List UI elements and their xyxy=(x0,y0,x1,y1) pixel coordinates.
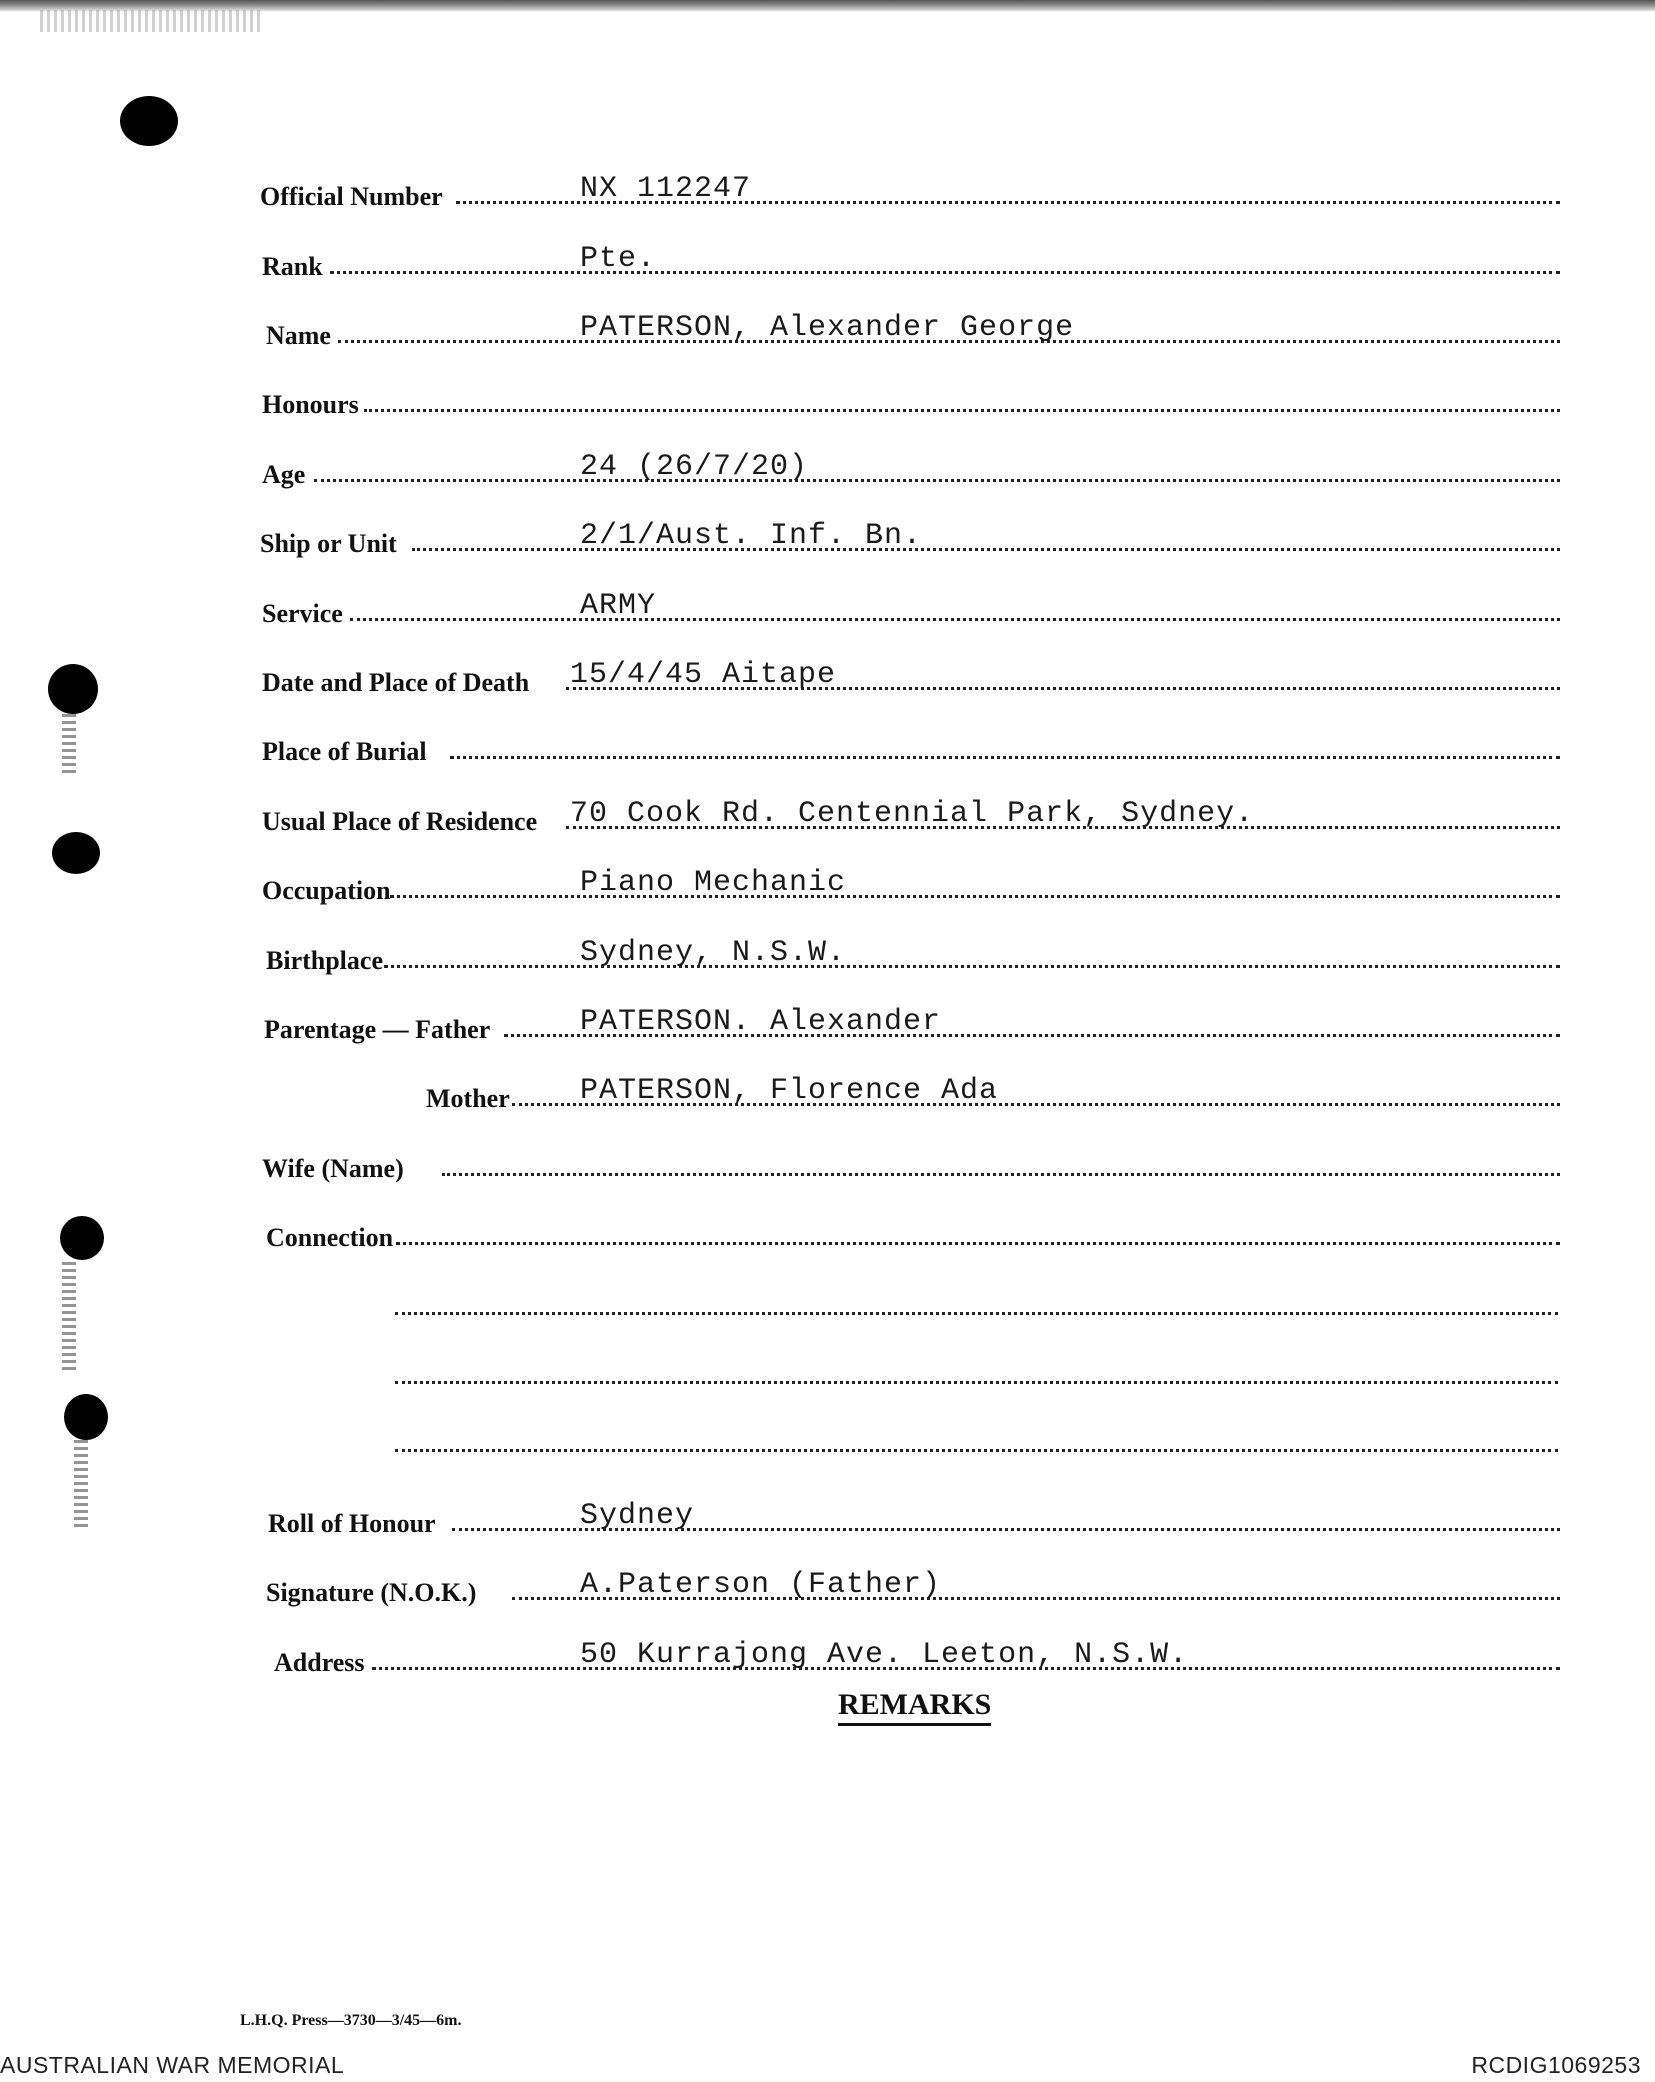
row-usual-residence xyxy=(260,795,1560,835)
parentage-father-value: PATERSON. Alexander xyxy=(580,1005,942,1039)
row-mother xyxy=(260,1072,1560,1112)
parentage-father-label: Parentage — Father xyxy=(264,1015,491,1044)
official-number-label: Official Number xyxy=(260,182,443,211)
signature-nok-label: Signature (N.O.K.) xyxy=(266,1578,477,1607)
place-of-burial-label: Place of Burial xyxy=(262,737,427,766)
rank-value: Pte. xyxy=(580,242,657,276)
row-occupation xyxy=(260,864,1560,904)
birthplace-label: Birthplace xyxy=(266,946,383,975)
address-label: Address xyxy=(274,1648,365,1677)
birthplace-value: Sydney, N.S.W. xyxy=(580,936,847,970)
footer-archive-name: AUSTRALIAN WAR MEMORIAL xyxy=(0,2052,345,2078)
age-label: Age xyxy=(262,460,306,489)
row-date-place-death xyxy=(260,656,1560,696)
date-place-death-label: Date and Place of Death xyxy=(262,668,530,697)
row-place-of-burial xyxy=(260,725,1560,765)
connection-blank-line-1 xyxy=(395,1312,1558,1315)
rank-dotted-line xyxy=(330,271,1560,274)
date-place-death-value: 15/4/45 Aitape xyxy=(570,658,837,692)
service-label: Service xyxy=(262,599,343,628)
service-dotted-line xyxy=(350,618,1560,621)
row-signature-nok xyxy=(260,1566,1560,1606)
name-label: Name xyxy=(266,321,331,350)
occupation-dotted-line xyxy=(390,895,1560,898)
rank-label: Rank xyxy=(262,252,323,281)
birthplace-dotted-line xyxy=(384,965,1560,968)
connection-dotted-line xyxy=(396,1242,1560,1245)
connection-blank-line-3 xyxy=(395,1449,1558,1452)
official-number-value: NX 112247 xyxy=(580,172,752,206)
roll-of-honour-value: Sydney xyxy=(580,1499,695,1533)
signature-nok-value: A.Paterson (Father) xyxy=(580,1568,942,1602)
row-ship-or-unit xyxy=(260,517,1560,557)
row-name xyxy=(260,309,1560,349)
row-age xyxy=(260,448,1560,488)
occupation-label: Occupation xyxy=(262,876,391,905)
row-official-number xyxy=(260,170,1560,210)
age-value: 24 (26/7/20) xyxy=(580,450,809,484)
occupation-value: Piano Mechanic xyxy=(580,866,847,900)
connection-blank-line-2 xyxy=(395,1381,1558,1384)
punch-hole-3 xyxy=(60,1216,104,1260)
place-of-burial-dotted-line xyxy=(450,756,1560,759)
scan-smudge-1 xyxy=(62,714,76,774)
row-birthplace xyxy=(260,934,1560,974)
address-value: 50 Kurrajong Ave. Leeton, N.S.W. xyxy=(580,1638,1189,1672)
honours-label: Honours xyxy=(262,390,359,419)
row-address xyxy=(260,1636,1560,1676)
mother-value: PATERSON, Florence Ada xyxy=(580,1074,999,1108)
punch-hole-2 xyxy=(52,832,100,874)
ship-or-unit-value: 2/1/Aust. Inf. Bn. xyxy=(580,519,923,553)
connection-label: Connection xyxy=(266,1223,394,1252)
print-code: L.H.Q. Press—3730—3/45—6m. xyxy=(240,2012,462,2029)
row-parentage-father xyxy=(260,1003,1560,1043)
scan-smudge-3 xyxy=(74,1440,88,1530)
punch-hole-1 xyxy=(48,664,98,714)
punch-hole-4 xyxy=(64,1394,108,1440)
ship-or-unit-label: Ship or Unit xyxy=(260,529,397,558)
name-value: PATERSON, Alexander George xyxy=(580,311,1075,345)
row-service xyxy=(260,587,1560,627)
honours-dotted-line xyxy=(364,409,1560,412)
row-roll-of-honour xyxy=(260,1497,1560,1537)
mother-label: Mother xyxy=(426,1084,510,1113)
roll-of-honour-label: Roll of Honour xyxy=(268,1509,436,1538)
row-wife-name xyxy=(260,1142,1560,1182)
usual-residence-label: Usual Place of Residence xyxy=(262,807,538,836)
wife-name-label: Wife (Name) xyxy=(262,1154,404,1183)
row-connection xyxy=(260,1211,1560,1251)
scan-smudge-2 xyxy=(62,1262,76,1372)
age-dotted-line xyxy=(314,479,1560,482)
row-honours xyxy=(260,378,1560,418)
row-rank xyxy=(260,240,1560,280)
punch-hole-top xyxy=(120,96,178,146)
usual-residence-value: 70 Cook Rd. Centennial Park, Sydney. xyxy=(570,797,1255,831)
remarks-heading: REMARKS xyxy=(838,1688,991,1726)
scan-top-noise xyxy=(40,10,260,32)
service-value: ARMY xyxy=(580,589,657,623)
footer-record-id: RCDIG1069253 xyxy=(1471,2052,1641,2078)
wife-name-dotted-line xyxy=(442,1173,1560,1176)
